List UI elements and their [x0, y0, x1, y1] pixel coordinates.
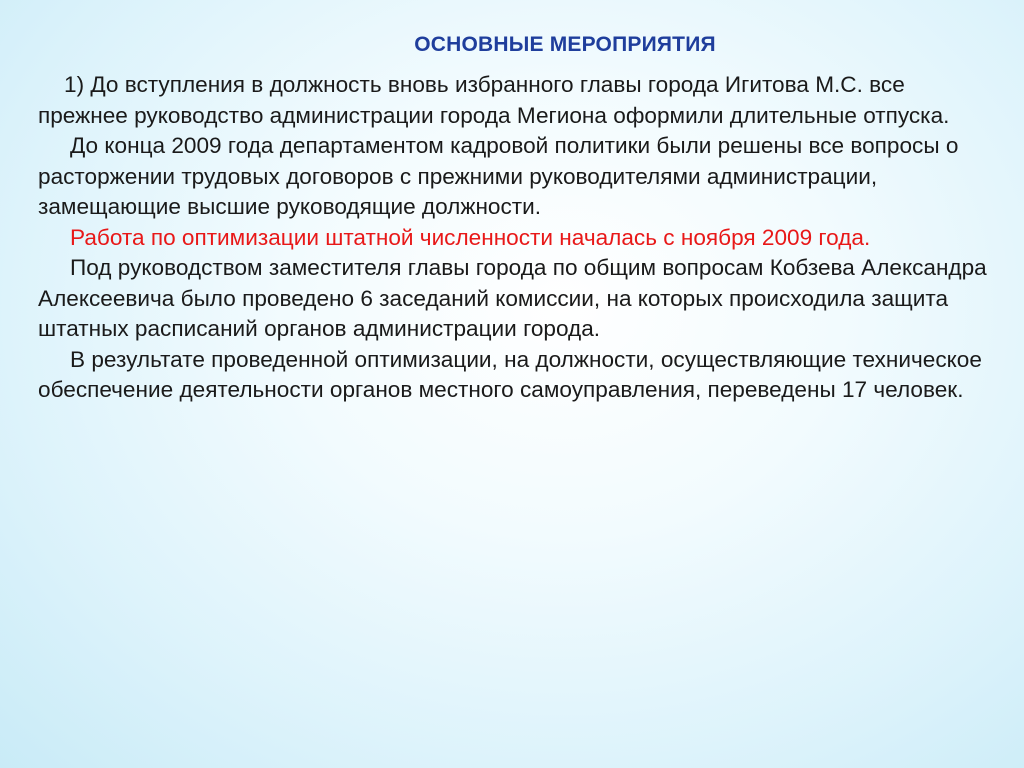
- paragraph-optimization-start: Работа по оптимизации штатной численности началась с ноября 2009 года.: [70, 224, 871, 250]
- paragraph-contract-termination: До конца 2009 года департаментом кадровой политики были решены все вопросы о расторжении трудовых договоров с прежними руководителями администрации, замещающие высшие руководящие должности.: [38, 133, 959, 219]
- slide-body: [38, 70, 993, 406]
- slide-title: ОСНОВНЫЕ МЕРОПРИЯТИЯ: [414, 33, 716, 56]
- paragraph-optimization-result: В результате проведенной оптимизации, на должности, осуществляющие техническое обеспечение деятельности органов местного самоуправления, переведены 17 человек.: [38, 346, 982, 402]
- paragraph-commission-meetings: Под руководством заместителя главы города по общим вопросам Кобзева Александра Алексеевича было проведено 6 заседаний комиссии, на которых происходила защита штатных расписаний органов администрации города.: [38, 255, 987, 341]
- paragraph-leadership-leave: 1) До вступления в должность вновь избранного главы города Игитова М.С. все прежнее руководство администрации города Мегиона оформили длительные отпуска.: [38, 72, 950, 128]
